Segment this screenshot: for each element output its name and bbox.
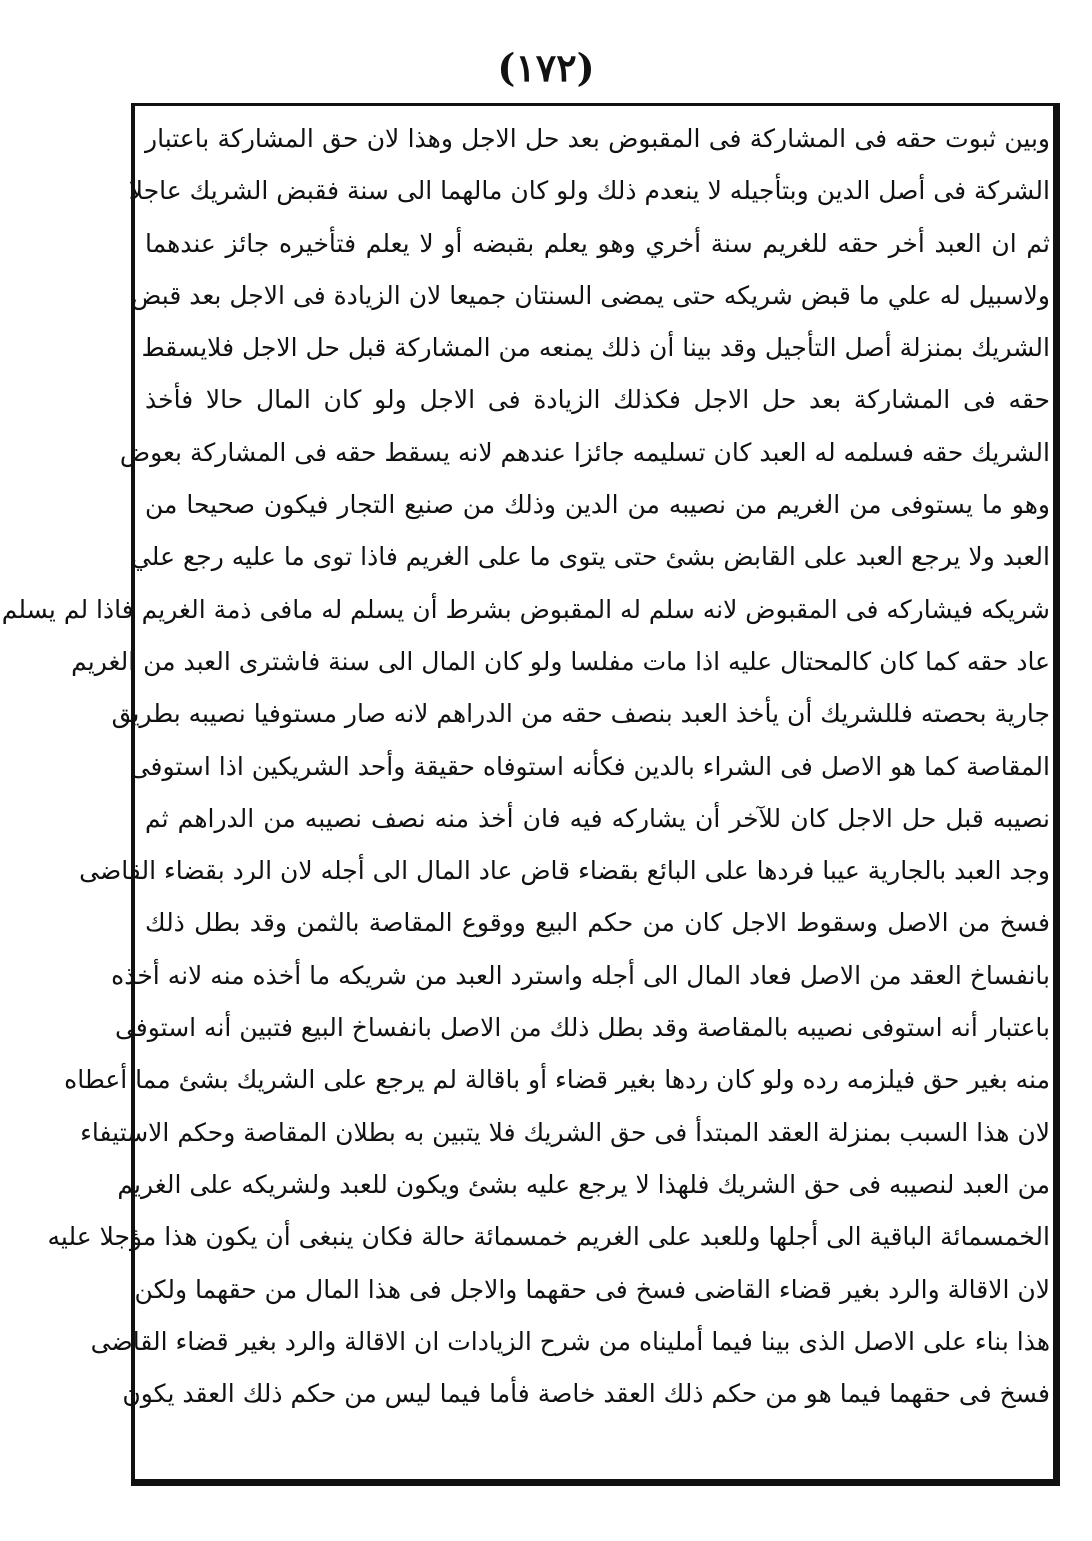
text-line: من العبد لنصيبه فى حق الشريك فلهذا لا يرجع عليه بشئ ويكون للعبد ولشريكه على الغريم [117,1169,1050,1199]
text-line: فسخ فى حقهما فيما هو من حكم ذلك العقد خاصة فأما فيما ليس من حكم ذلك العقد يكون [122,1379,1050,1409]
text-line: وجد العبد بالجارية عيبا فردها على البائع بقضاء قاض عاد المال الى أجله لان الرد بقضاء القاضى [79,856,1050,886]
text-line: ولاسبيل له علي ما قبض شريكه حتى يمضى السنتان جميعا لان الزيادة فى الاجل بعد قبض [131,280,1050,310]
text-line: ثم ان العبد أخر حقه للغريم سنة أخري وهو يعلم بقبضه أو لا يعلم فتأخيره جائز عندهما [145,228,1050,258]
text-line: بانفساخ العقد من الاصل فعاد المال الى أجله واسترد العبد من شريكه ما أخذه منه لانه أخذه [111,960,1050,990]
page-number: (١٧٢) [497,45,595,90]
text-line: الخمسمائة الباقية الى أجلها وللعبد على الغريم خمسمائة حالة فكان ينبغى أن يكون هذا مؤجلا عليه [47,1222,1050,1252]
text-line: وبين ثبوت حقه فى المشاركة فى المقبوض بعد حل الاجل وهذا لان حق المشاركة باعتبار [145,124,1050,153]
text-line: نصيبه قبل حل الاجل كان للآخر أن يشاركه فيه فان أخذ منه نصف نصيبه من الدراهم ثم [145,803,1050,833]
text-line: باعتبار أنه استوفى نصيبه بالمقاصة وقد بطل ذلك من الاصل بانفساخ البيع فتبين أنه استوفى [114,1013,1050,1043]
text-line: لان الاقالة والرد بغير قضاء القاضى فسخ فى حقهما والاجل فى هذا المال من حقهما ولكن [134,1274,1050,1304]
text-line: فسخ من الاصل وسقوط الاجل كان من حكم البيع ووقوع المقاصة بالثمن وقد بطل ذلك [145,908,1050,938]
text-line: وهو ما يستوفى من الغريم من نصيبه من الدين وذلك من صنيع التجار فيكون صحيحا من [145,490,1050,520]
text-line: لان هذا السبب بمنزلة العقد المبتدأ فى حق الشريك فلا يتبين به بطلان المقاصة وحكم الاستيفاء [80,1117,1050,1147]
text-line: جارية بحصته فللشريك أن يأخذ العبد بنصف حقه من الدراهم لانه صار مستوفيا نصيبه بطريق [111,699,1050,729]
text-line: الشريك بمنزلة أصل التأجيل وقد بينا أن ذلك يمنعه من المشاركة قبل حل الاجل فلايسقط [141,333,1050,363]
text-line: شريكه فيشاركه فى المقبوض لانه سلم له المقبوض بشرط أن يسلم له مافى ذمة الغريم فاذا لم يسلم [1,594,1050,624]
body-text [1,113,1050,1473]
text-line: الشركة فى أصل الدين وبتأجيله لا ينعدم ذلك ولو كان مالهما الى سنة فقبض الشريك عاجلا [128,176,1050,206]
text-line: حقه فى المشاركة بعد حل الاجل فكذلك الزيادة فى الاجل ولو كان المال حالا فأخذ [145,385,1050,415]
text-line: العبد ولا يرجع العبد على القابض بشئ حتى يتوى ما على الغريم فاذا توى ما عليه رجع علي [130,542,1050,572]
text-line: هذا بناء على الاصل الذى بينا فيما أمليناه من شرح الزيادات ان الاقالة والرد بغير قضاء القاضى [90,1326,1050,1356]
text-line: الشريك حقه فسلمه له العبد كان تسليمه جائزا عندهم لانه يسقط حقه فى المشاركة بعوض [119,437,1050,467]
text-line: المقاصة كما هو الاصل فى الشراء بالدين فكأنه استوفاه حقيقة وأحد الشريكين اذا استوفى [129,751,1050,781]
text-line: عاد حقه كما كان كالمحتال عليه اذا مات مفلسا ولو كان المال الى سنة فاشترى العبد من الغريم [71,646,1050,676]
text-line: منه بغير حق فيلزمه رده ولو كان ردها بغير قضاء أو باقالة لم يرجع على الشريك بشئ مما أعطاه [64,1065,1050,1095]
